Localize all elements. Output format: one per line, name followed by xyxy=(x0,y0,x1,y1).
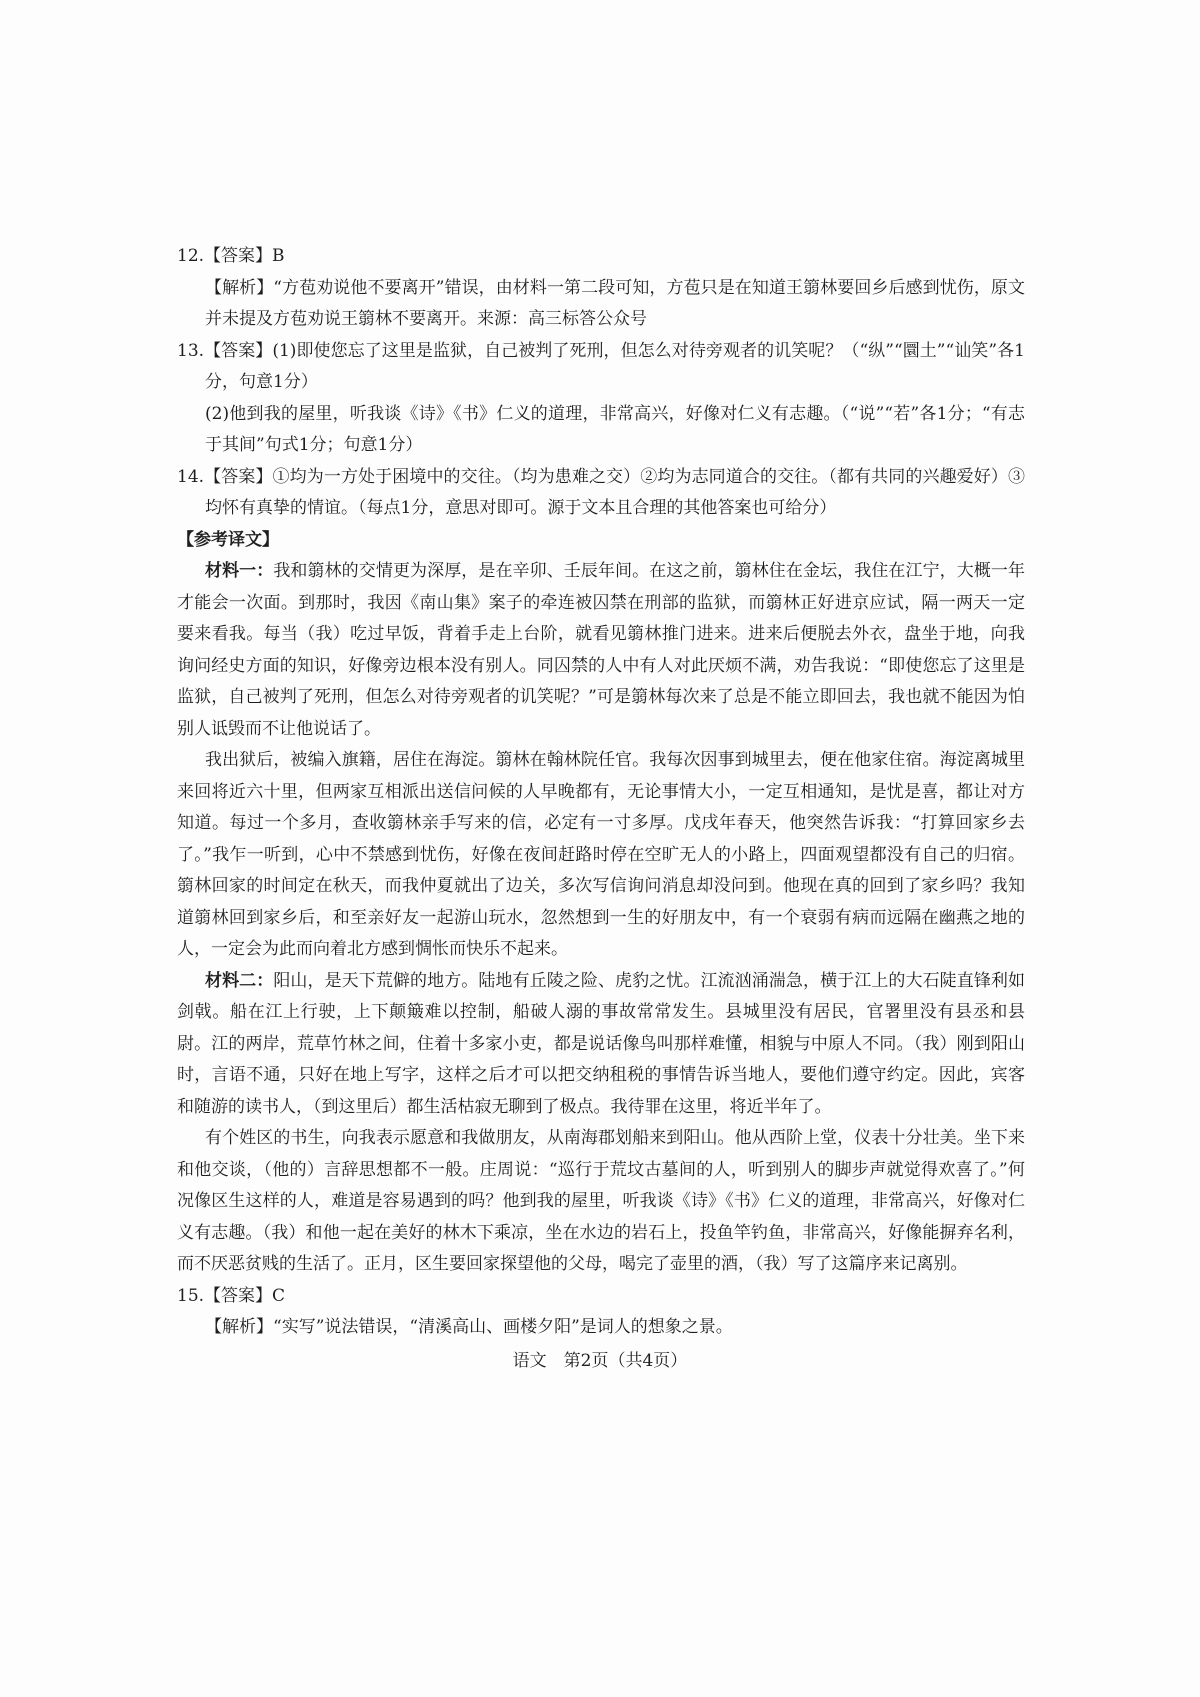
q13-answer-part1: 13.【答案】(1)即使您忘了这里是监狱，自己被判了死刑，但怎么对待旁观者的讥笑呢？（“纵”“圜土”“讪笑”各1分，句意1分） xyxy=(177,340,1025,392)
translation-material-1 xyxy=(177,556,1025,745)
translation-paragraph-2: 我出狱后，被编入旗籍，居住在海淀。篛林在翰林院任官。我每次因事到城里去，便在他家住宿。海淀离城里来回将近六十里，但两家互相派出送信问候的人早晚都有，无论事情大小，一定互相通知，是忧是喜，都让对方知道。每过一个多月，查收篛林亲手写来的信，必定有一寸多厚。戊戌年春天，他突然告诉我：“打算回家乡去了。”我乍一听到，心中不禁感到忧伤，好像在夜间赶路时停在空旷无人的小路上，四面观望都没有自己的归宿。篛林回家的时间定在秋天，而我仲夏就出了边关，多次写信询问消息却没问到。他现在真的回到了家乡吗？我知道篛林回到家乡后，和至亲好友一起游山玩水，忽然想到一生的好朋友中，有一个衰弱有病而远隔在幽燕之地的人，一定会为此而向着北方感到惆怅而快乐不起来。 xyxy=(177,750,1025,959)
page-footer: 语文 第2页（共4页） xyxy=(512,1351,688,1371)
material-1-label: 材料一： xyxy=(205,561,274,581)
q15-answer: 15.【答案】C xyxy=(177,1285,286,1306)
translation-material-2 xyxy=(177,966,1025,1124)
q15-analysis: 【解析】“实写”说法错误，“清溪高山、画楼夕阳”是词人的想象之景。 xyxy=(205,1317,733,1337)
q14-answer: 14.【答案】①均为一方处于困境中的交往。（均为患难之交）②均为志同道合的交往。（都有共同的兴趣爱好）③均怀有真挚的情谊。（每点1分，意思对即可。源于文本且合理的其他答案也可给分） xyxy=(177,466,1025,518)
q12-answer: 12.【答案】B xyxy=(177,246,285,266)
translation-heading: 【参考译文】 xyxy=(177,529,279,550)
material-2-text: 阳山，是天下荒僻的地方。陆地有丘陵之险、虎豹之忧。江流汹涌湍急，横于江上的大石陡直锋利如剑戟。船在江上行驶，上下颠簸难以控制，船破人溺的事故常常发生。县城里没有居民，官署里没有县丞和县尉。江的两岸，荒草竹林之间，住着十多家小吏，都是说话像鸟叫那样难懂，相貌与中原人不同。（我）刚到阳山时，言语不通，只好在地上写字，这样之后才可以把交纳租税的事情告诉当地人，要他们遵守约定。因此，宾客和随游的读书人，（到这里后）都生活枯寂无聊到了极点。我待罪在这里，将近半年了。 xyxy=(177,970,1026,1117)
material-1-text: 我和篛林的交情更为深厚，是在辛卯、壬辰年间。在这之前，篛林住在金坛，我住在江宁，大概一年才能会一次面。到那时，我因《南山集》案子的牵连被囚禁在刑部的监狱，而篛林正好进京应试，隔一两天一定要来看我。每当（我）吃过早饭，背着手走上台阶，就看见篛林推门进来。进来后便脱去外衣，盘坐于地，向我询问经史方面的知识，好像旁边根本没有别人。同囚禁的人中有人对此厌烦不满，劝告我说：“即使您忘了这里是监狱，自己被判了死刑，但怎么对待旁观者的讥笑呢？”可是篛林每次来了总是不能立即回去，我也就不能因为怕别人诋毁而不让他说话了。 xyxy=(177,561,1026,739)
translation-paragraph-4: 有个姓区的书生，向我表示愿意和我做朋友，从南海郡划船来到阳山。他从西阶上堂，仪表十分壮美。坐下来和他交谈，（他的）言辞思想都不一般。庄周说：“巡行于荒坟古墓间的人，听到别人的脚步声就觉得欢喜了。”何况像区生这样的人，难道是容易遇到的吗？他到我的屋里，听我谈《诗》《书》仁义的道理，非常高兴，好像对仁义有志趣。（我）和他一起在美好的林木下乘凉，坐在水边的岩石上，投鱼竿钓鱼，非常高兴，好像能摒弃名利，而不厌恶贫贱的生活了。正月，区生要回家探望他的父母，喝完了壶里的酒，（我）写了这篇序来记离别。 xyxy=(177,1128,1025,1274)
answer-key-content xyxy=(177,241,1025,1344)
q13-answer-part2: (2)他到我的屋里，听我谈《诗》《书》仁义的道理，非常高兴，好像对仁义有志趣。（“说”“若”各1分；“有志于其间”句式1分；句意1分） xyxy=(205,403,1025,455)
q12-analysis: 【解析】“方苞劝说他不要离开”错误，由材料一第二段可知，方苞只是在知道王篛林要回乡后感到忧伤，原文并未提及方苞劝说王篛林不要离开。来源：高三标答公众号 xyxy=(205,277,1025,329)
material-2-label: 材料二： xyxy=(205,970,274,991)
